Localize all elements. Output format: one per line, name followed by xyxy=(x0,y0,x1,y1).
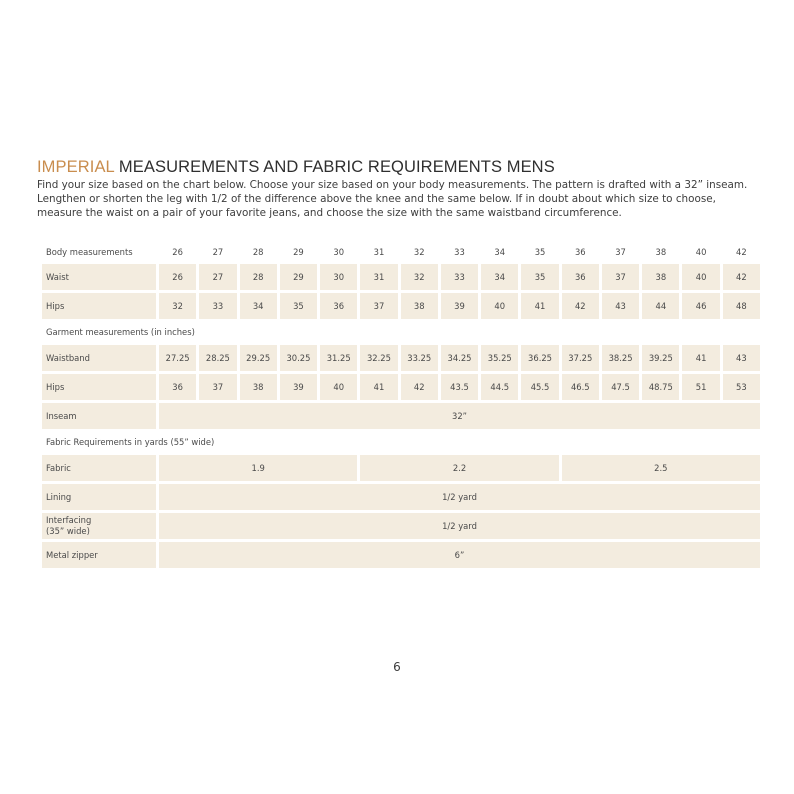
waistband-cell: 35.25 xyxy=(481,345,518,371)
body-measurements-header-row xyxy=(42,243,760,261)
title-accent: IMPERIAL xyxy=(37,158,115,176)
garment-measurements-label: Garment measurements (in inches) xyxy=(46,327,195,337)
garment-measurements-header-row xyxy=(42,322,760,342)
title-rest: MEASUREMENTS AND FABRIC REQUIREMENTS MENS xyxy=(114,158,555,176)
size-header-cell: 37 xyxy=(615,247,626,257)
hips-cell: 40 xyxy=(481,293,518,319)
hips-cell: 32 xyxy=(159,293,196,319)
waistband-cell: 36.25 xyxy=(521,345,558,371)
waistband-cell: 27.25 xyxy=(159,345,196,371)
metal-zipper-value: 6” xyxy=(159,542,760,568)
fabric-value-large: 2.5 xyxy=(562,455,760,481)
fabric-row xyxy=(42,455,760,481)
hips-cell: 46 xyxy=(682,293,719,319)
garment-hips-cell: 46.5 xyxy=(562,374,599,400)
interfacing-label-main: Interfacing xyxy=(46,515,92,525)
garment-hips-cell: 44.5 xyxy=(481,374,518,400)
lining-label: Lining xyxy=(42,484,156,510)
garment-hips-label: Hips xyxy=(42,374,156,400)
garment-hips-row xyxy=(42,374,760,400)
lining-row xyxy=(42,484,760,510)
hips-cell: 43 xyxy=(602,293,639,319)
waist-cell: 33 xyxy=(441,264,478,290)
waist-cell: 26 xyxy=(159,264,196,290)
waist-cell: 36 xyxy=(562,264,599,290)
garment-hips-cell: 45.5 xyxy=(521,374,558,400)
garment-hips-cell: 51 xyxy=(682,374,719,400)
interfacing-label xyxy=(42,513,156,539)
size-header-cell: 32 xyxy=(413,247,425,257)
inseam-row xyxy=(42,403,760,429)
size-header-cell: 30 xyxy=(333,247,345,257)
measurements-table xyxy=(39,240,763,571)
waistband-row xyxy=(42,345,760,371)
garment-hips-cell: 39 xyxy=(280,374,317,400)
hips-cell: 48 xyxy=(723,293,760,319)
garment-hips-cell: 48.75 xyxy=(642,374,679,400)
metal-zipper-row xyxy=(42,542,760,568)
garment-hips-cell: 47.5 xyxy=(602,374,639,400)
body-measurements-label: Body measurements xyxy=(46,247,133,257)
fabric-requirements-header-row xyxy=(42,432,760,452)
hips-cell: 34 xyxy=(240,293,277,319)
garment-hips-cell: 36 xyxy=(159,374,196,400)
size-header-cell: 42 xyxy=(736,247,747,257)
waistband-cell: 32.25 xyxy=(360,345,397,371)
garment-hips-cell: 43.5 xyxy=(441,374,478,400)
hips-cell: 33 xyxy=(199,293,236,319)
waist-cell: 42 xyxy=(723,264,760,290)
waistband-cell: 39.25 xyxy=(642,345,679,371)
waistband-cell: 38.25 xyxy=(602,345,639,371)
waist-cell: 35 xyxy=(521,264,558,290)
fabric-value-medium: 2.2 xyxy=(360,455,558,481)
garment-hips-cell: 53 xyxy=(723,374,760,400)
waistband-cell: 30.25 xyxy=(280,345,317,371)
interfacing-label-sub: (35” wide) xyxy=(46,526,90,536)
waist-cell: 29 xyxy=(280,264,317,290)
waist-cell: 32 xyxy=(401,264,438,290)
hips-cell: 44 xyxy=(642,293,679,319)
hips-cell: 36 xyxy=(320,293,357,319)
size-header-cell: 35 xyxy=(534,247,546,257)
waist-cell: 27 xyxy=(199,264,236,290)
hips-cell: 39 xyxy=(441,293,478,319)
waist-cell: 37 xyxy=(602,264,639,290)
interfacing-value: 1/2 yard xyxy=(159,513,760,539)
waist-cell: 30 xyxy=(320,264,357,290)
fabric-value-small: 1.9 xyxy=(159,455,357,481)
fabric-label: Fabric xyxy=(42,455,156,481)
waist-row xyxy=(42,264,760,290)
hips-cell: 35 xyxy=(280,293,317,319)
lining-value: 1/2 yard xyxy=(159,484,760,510)
waistband-cell: 28.25 xyxy=(199,345,236,371)
garment-hips-cell: 37 xyxy=(199,374,236,400)
hips-row xyxy=(42,293,760,319)
inseam-label: Inseam xyxy=(42,403,156,429)
interfacing-row xyxy=(42,513,760,539)
hips-label: Hips xyxy=(42,293,156,319)
waist-cell: 40 xyxy=(682,264,719,290)
waist-cell: 38 xyxy=(642,264,679,290)
hips-cell: 37 xyxy=(360,293,397,319)
size-header-cell: 26 xyxy=(172,247,183,257)
intro-paragraph: Find your size based on the chart below. Choose your size based on your body measurements. The pattern is drafted with a 32” inseam. Lengthen or shorten the leg with 1/2 of the difference above the knee and the same below. If in doubt about which size to choose, measure the waist on a pair of your favorite jeans, and choose the size with the same waistband circumference. xyxy=(37,179,748,219)
waist-cell: 31 xyxy=(360,264,397,290)
size-header-cell: 28 xyxy=(252,247,264,257)
size-header-cell: 38 xyxy=(655,247,667,257)
garment-hips-cell: 42 xyxy=(401,374,438,400)
garment-hips-cell: 40 xyxy=(320,374,357,400)
size-header-cell: 40 xyxy=(695,247,707,257)
hips-cell: 41 xyxy=(521,293,558,319)
waistband-cell: 31.25 xyxy=(320,345,357,371)
waistband-cell: 33.25 xyxy=(401,345,438,371)
waistband-cell: 29.25 xyxy=(240,345,277,371)
waistband-cell: 37.25 xyxy=(562,345,599,371)
waistband-cell: 43 xyxy=(723,345,760,371)
size-header-cell: 33 xyxy=(454,247,465,257)
size-header-cell: 36 xyxy=(574,247,586,257)
hips-cell: 38 xyxy=(401,293,438,319)
metal-zipper-label: Metal zipper xyxy=(42,542,156,568)
garment-hips-cell: 38 xyxy=(240,374,277,400)
fabric-requirements-label: Fabric Requirements in yards (55” wide) xyxy=(46,437,215,447)
garment-hips-cell: 41 xyxy=(360,374,397,400)
inseam-value: 32” xyxy=(159,403,760,429)
waist-cell: 28 xyxy=(240,264,277,290)
size-header-cell: 29 xyxy=(293,247,304,257)
size-header-cell: 31 xyxy=(373,247,385,257)
waistband-cell: 41 xyxy=(682,345,719,371)
waist-cell: 34 xyxy=(481,264,518,290)
page-number: 6 xyxy=(393,660,401,674)
waist-label: Waist xyxy=(42,264,156,290)
page-title xyxy=(37,158,555,177)
waistband-cell: 34.25 xyxy=(441,345,478,371)
waistband-label: Waistband xyxy=(42,345,156,371)
hips-cell: 42 xyxy=(562,293,599,319)
size-header-cell: 34 xyxy=(494,247,506,257)
size-header-cell: 27 xyxy=(212,247,224,257)
